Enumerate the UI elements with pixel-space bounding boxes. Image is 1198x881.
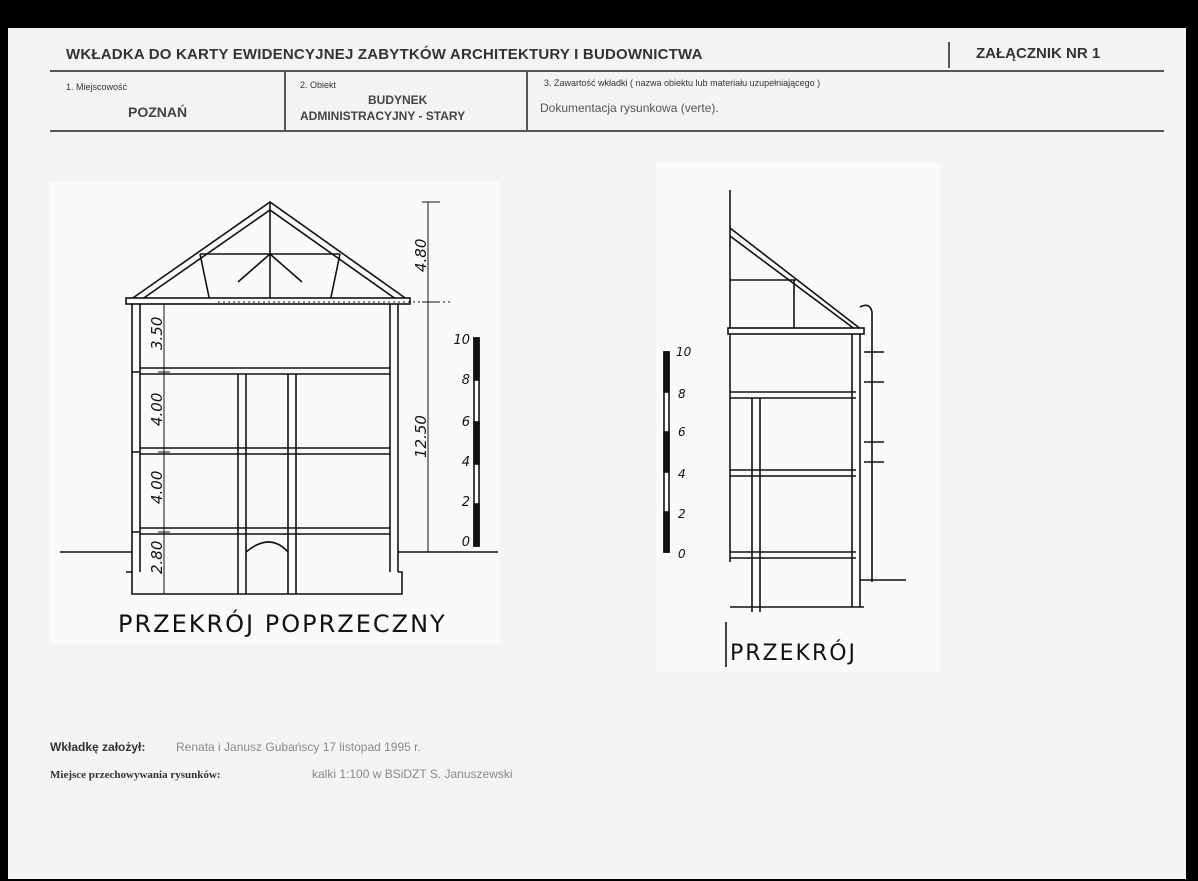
field-separator-2 (526, 72, 528, 132)
place-label: 1. Miejscowość (66, 82, 128, 92)
fields-rule (50, 130, 1164, 132)
dim-total: 12.50 (412, 415, 430, 458)
content-value: Dokumentacja rysunkowa (verte). (540, 101, 719, 115)
floors (730, 334, 864, 612)
scale-2: 2 (461, 495, 470, 510)
header-separator (948, 42, 950, 68)
dim-roof: 4.80 (412, 238, 430, 272)
dim-floor-2: 4.00 (148, 470, 166, 504)
scale-r-2: 2 (678, 507, 686, 521)
storage-value: kalki 1:100 w BSiDZT S. Januszewski (312, 767, 513, 781)
field-separator-1 (284, 72, 286, 132)
building-walls (126, 304, 402, 594)
scale-10: 10 (453, 333, 470, 348)
document-title: WKŁADKA DO KARTY EWIDENCYJNEJ ZABYTKÓW ARCHITEKTURY I BUDOWNICTWA (66, 46, 703, 63)
header-rule (50, 70, 1164, 72)
dim-floor-3: 4.00 (148, 392, 166, 426)
balcony-railing (860, 305, 884, 582)
object-value-line2: ADMINISTRACYJNY - STARY (300, 109, 466, 123)
dim-floor-1: 2.80 (148, 540, 166, 574)
scale-r-8: 8 (678, 387, 686, 401)
scale-8: 8 (461, 373, 470, 388)
section-drawing (656, 162, 940, 672)
roof-truss (126, 202, 410, 304)
scale-r-10: 10 (676, 345, 692, 359)
object-value-line1: BUDYNEK (368, 93, 428, 107)
dim-floor-4: 3.50 (148, 316, 166, 350)
scale-r-4: 4 (678, 467, 686, 481)
content-label: 3. Zawartość wkładki ( nazwa obiektu lub materiału uzupełniającego ) (544, 78, 821, 88)
scale-0: 0 (461, 535, 470, 550)
scale-r-0: 0 (678, 547, 686, 561)
left-caption: PRZEKRÓJ POPRZECZNY (118, 610, 447, 638)
storage-label: Miejsce przechowywania rysunków: (50, 769, 221, 781)
scale-bar-right (664, 352, 669, 552)
roof (728, 228, 864, 334)
scale-6: 6 (461, 415, 470, 430)
scale-4: 4 (461, 455, 470, 470)
attachment-number: ZAŁĄCZNIK NR 1 (976, 45, 1101, 62)
object-label: 2. Obiekt (300, 80, 337, 90)
right-caption: PRZEKRÓJ (730, 641, 858, 666)
scale-bar (474, 338, 479, 546)
section-cut-line (726, 190, 730, 667)
created-value: Renata i Janusz Gubańscy 17 listopad 1995 r. (176, 740, 421, 754)
cross-section-drawing (50, 182, 500, 644)
scale-r-6: 6 (678, 425, 686, 439)
created-label: Wkładkę założył: (50, 740, 146, 754)
place-value: POZNAŃ (128, 104, 188, 120)
